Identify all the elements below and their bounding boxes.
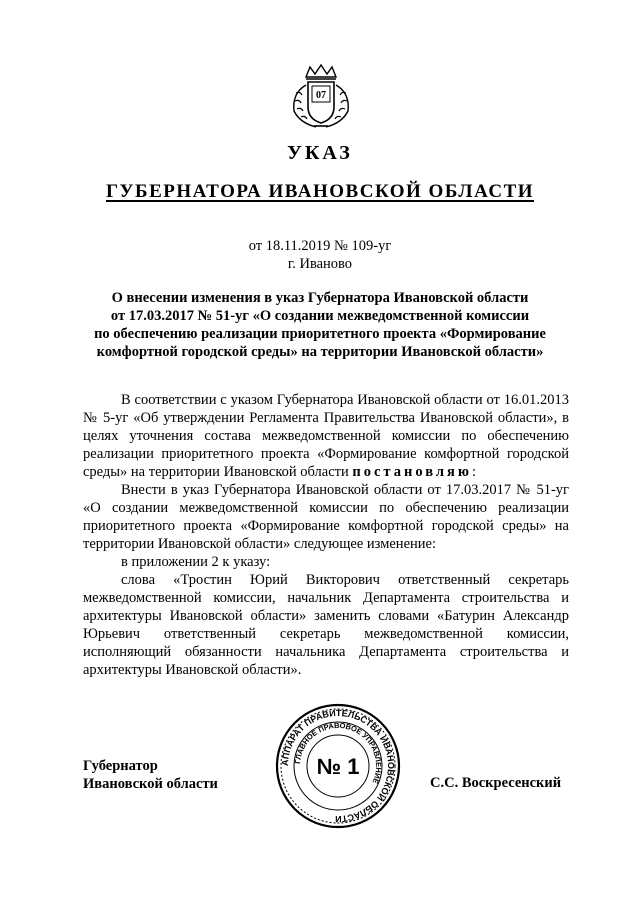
- document-subject: [80, 289, 560, 361]
- signatory-position: [83, 757, 218, 793]
- decree-word: постановляю: [352, 464, 472, 480]
- subject-line: О внесении изменения в указ Губернатора Ивановской области: [111, 290, 529, 306]
- body-paragraph: Внести в указ Губернатора Ивановской области от 17.03.2017 № 51-уг «О создании межведомственной комиссии по обеспечению реализации приоритетного проекта «Формирование комфортной городской среды» на территории Ивановской области» следующее изменение:: [83, 482, 569, 552]
- body-paragraph: в приложении 2 к указу:: [121, 554, 271, 570]
- position-line: Ивановской области: [83, 776, 218, 792]
- body-text: В соответствии с указом Губернатора Ивановской области от 16.01.2013 № 5-уг «Об утверждении Регламента Правительства Ивановской области», в целях уточнения состава межведомственной комиссии по обеспечению реализации приоритетного проекта «Формирование комфортной городской среды» на территории Ивановской области: [83, 392, 569, 480]
- subject-line: от 17.03.2017 № 51-уг «О создании межведомственной комиссии: [110, 308, 530, 324]
- issuer-title: [0, 181, 640, 203]
- subject-line: по обеспечению реализации приоритетного проекта «Формирование: [94, 326, 546, 342]
- date-number: от 18.11.2019 № 109-уг: [248, 238, 392, 254]
- emblem-digits: 07: [316, 90, 326, 101]
- coat-of-arms-icon: [286, 63, 356, 131]
- body-paragraph: [83, 391, 569, 481]
- signatory-name: С.С. Воскресенский: [430, 775, 562, 791]
- subject-line: комфортной городской среды» на территории Ивановской области»: [96, 344, 544, 360]
- city: г. Иваново: [287, 256, 353, 272]
- document-type-title: УКАЗ: [287, 142, 353, 164]
- position-line: Губернатор: [83, 758, 158, 774]
- seal-number: № 1: [316, 754, 360, 779]
- seal-outer-text: АППАРАТ ПРАВИТЕЛЬСТВА ИВАНОВСКОЙ ОБЛАСТИ: [279, 707, 397, 825]
- document-body: [83, 391, 569, 679]
- seal-inner-text: ГЛАВНОЕ ПРАВОВОЕ УПРАВЛЕНИЕ: [293, 720, 384, 786]
- body-paragraph: слова «Тростин Юрий Викторович ответственный секретарь межведомственной комиссии, начальник Департамента строительства и архитектуры Ивановской области» заменить словами «Батурин Александр Юрьевич ответственный секретарь межведомственной комиссии, исполняющий обязанности начальника Департамента строительства и архитектуры Ивановской области».: [83, 572, 569, 678]
- issuer-title-text: ГУБЕРНАТОРА ИВАНОВСКОЙ ОБЛАСТИ: [105, 181, 535, 202]
- body-text-end: :: [471, 464, 476, 480]
- official-seal-icon: [275, 703, 401, 829]
